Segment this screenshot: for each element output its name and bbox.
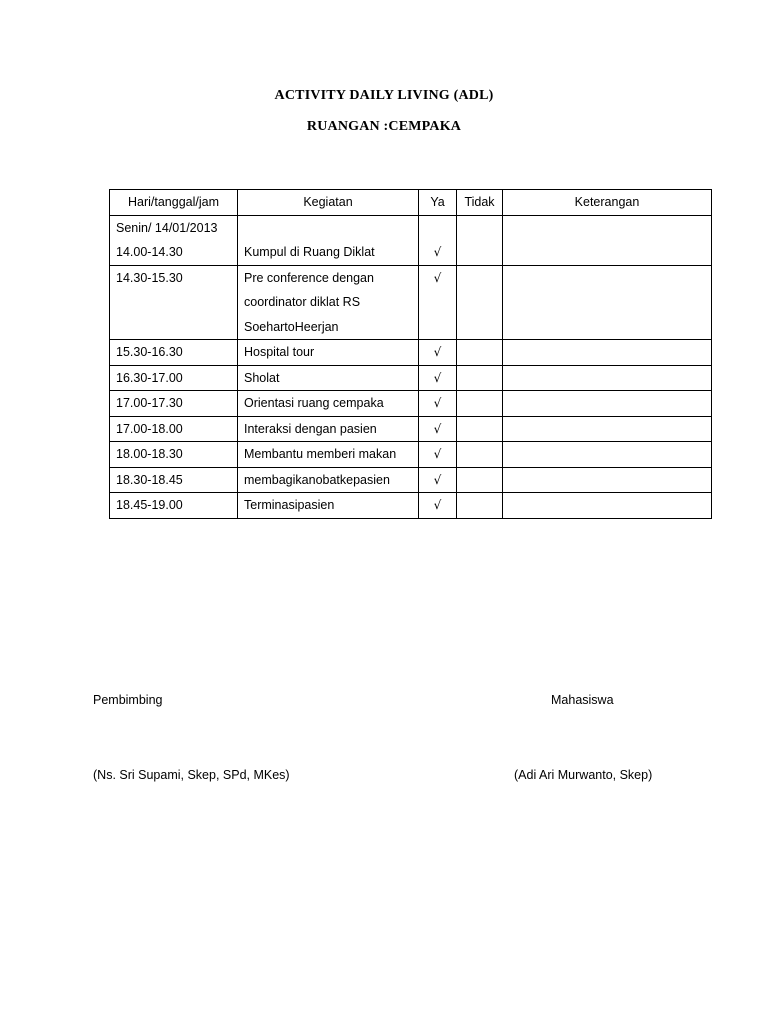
- cell-ya: [419, 391, 457, 417]
- cell-keterangan: [503, 391, 712, 417]
- cell-tidak: [457, 493, 503, 519]
- room-subtitle: RUANGAN :CEMPAKA: [306, 119, 462, 134]
- time-text: 18.30-18.45: [116, 472, 183, 487]
- time-text: 17.00-17.30: [116, 396, 183, 410]
- cell-time: [110, 265, 238, 340]
- time-text: 15.30-16.30: [116, 345, 183, 359]
- supervisor-label: Pembimbing: [93, 693, 163, 707]
- header-tidak: Tidak: [457, 190, 503, 216]
- cell-tidak: [457, 467, 503, 493]
- checkmark-icon: √: [433, 370, 442, 385]
- checkmark-icon: √: [433, 498, 442, 512]
- cell-ya: [419, 416, 457, 442]
- activity-text: Hospital tour: [244, 345, 315, 359]
- table-header-row: [110, 190, 712, 216]
- table-row: [110, 416, 712, 442]
- activity-text: Pre conference dengan: [244, 270, 374, 285]
- cell-ya: [419, 340, 457, 366]
- checkmark-icon: √: [433, 245, 442, 259]
- cell-keterangan: [503, 467, 712, 493]
- cell-tidak: [457, 365, 503, 391]
- time-text: 14.30-15.30: [116, 270, 183, 285]
- activity-text: membagikanobatkepasien: [244, 472, 390, 487]
- cell-tidak: [457, 416, 503, 442]
- header-keterangan: Keterangan: [503, 190, 712, 216]
- checkmark-icon: √: [433, 345, 442, 359]
- time-text: 16.30-17.00: [116, 370, 183, 385]
- cell-ya: [419, 265, 457, 340]
- checkmark-icon: √: [433, 270, 442, 285]
- cell-activity: [238, 442, 419, 468]
- activity-text: Membantu memberi makan: [244, 447, 397, 461]
- cell-keterangan: [503, 215, 712, 265]
- header-ya: Ya: [419, 190, 457, 216]
- cell-tidak: [457, 215, 503, 265]
- cell-keterangan: [503, 365, 712, 391]
- activity-text: Sholat: [244, 370, 280, 385]
- cell-time: [110, 215, 238, 265]
- table-row: [110, 340, 712, 366]
- cell-ya: [419, 215, 457, 265]
- activity-text: Orientasi ruang cempaka: [244, 396, 384, 410]
- header-kegiatan: Kegiatan: [238, 190, 419, 216]
- table-row: [110, 215, 712, 265]
- supervisor-name: (Ns. Sri Supami, Skep, SPd, MKes): [93, 768, 290, 782]
- document-title: ACTIVITY DAILY LIVING (ADL): [274, 88, 494, 103]
- cell-ya: [419, 442, 457, 468]
- cell-tidak: [457, 442, 503, 468]
- checkmark-icon: √: [433, 396, 442, 410]
- cell-time: [110, 416, 238, 442]
- table-row: [110, 493, 712, 519]
- cell-activity: [238, 493, 419, 519]
- checkmark-icon: √: [433, 447, 442, 461]
- activity-text: Kumpul di Ruang Diklat: [244, 245, 375, 259]
- cell-activity: [238, 265, 419, 340]
- cell-keterangan: [503, 493, 712, 519]
- cell-keterangan: [503, 416, 712, 442]
- cell-activity: [238, 340, 419, 366]
- time-text: 14.00-14.30: [116, 245, 183, 259]
- checkmark-icon: √: [433, 472, 442, 487]
- table-row: [110, 265, 712, 340]
- student-label: Mahasiswa: [551, 693, 614, 707]
- table-row: [110, 467, 712, 493]
- table-row: [110, 442, 712, 468]
- header-hari-tanggal-jam: Hari/tanggal/jam: [110, 190, 238, 216]
- table-row: [110, 365, 712, 391]
- spacer: [425, 216, 450, 241]
- cell-activity: [238, 365, 419, 391]
- cell-keterangan: [503, 265, 712, 340]
- cell-tidak: [457, 265, 503, 340]
- cell-time: [110, 493, 238, 519]
- activity-text: coordinator diklat RS: [244, 295, 361, 309]
- cell-activity: [238, 391, 419, 417]
- activity-text: Interaksi dengan pasien: [244, 421, 377, 436]
- activity-text: Terminasipasien: [244, 498, 335, 512]
- activity-text: [244, 216, 412, 241]
- time-text: 18.00-18.30: [116, 447, 183, 461]
- cell-keterangan: [503, 340, 712, 366]
- cell-activity: [238, 467, 419, 493]
- cell-activity: [238, 215, 419, 265]
- cell-time: [110, 467, 238, 493]
- cell-time: [110, 365, 238, 391]
- cell-activity: [238, 416, 419, 442]
- adl-table: [109, 189, 712, 519]
- cell-time: [110, 391, 238, 417]
- time-text: 18.45-19.00: [116, 498, 183, 512]
- student-name: (Adi Ari Murwanto, Skep): [514, 768, 653, 782]
- cell-ya: [419, 467, 457, 493]
- cell-tidak: [457, 391, 503, 417]
- cell-ya: [419, 493, 457, 519]
- time-text: 17.00-18.00: [116, 421, 183, 436]
- cell-time: [110, 340, 238, 366]
- time-text: Senin/ 14/01/2013: [116, 220, 218, 235]
- cell-keterangan: [503, 442, 712, 468]
- cell-time: [110, 442, 238, 468]
- checkmark-icon: √: [433, 421, 442, 436]
- cell-tidak: [457, 340, 503, 366]
- cell-ya: [419, 365, 457, 391]
- table-row: [110, 391, 712, 417]
- activity-text: SoehartoHeerjan: [244, 319, 339, 334]
